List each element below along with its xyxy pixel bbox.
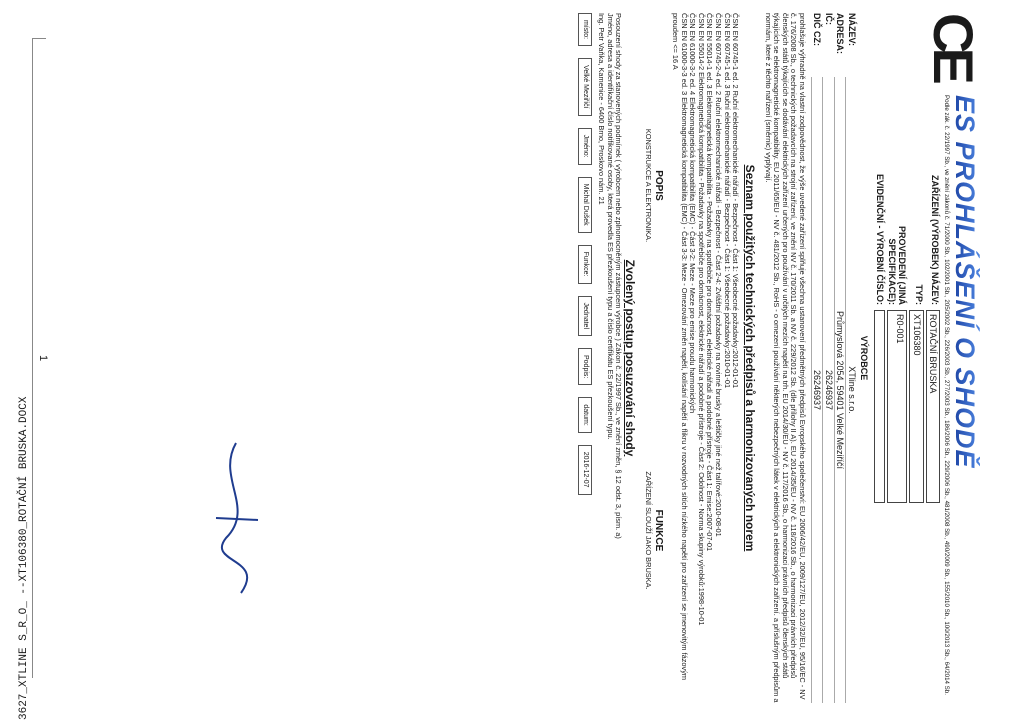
manufacturer-address-row [834, 13, 845, 703]
address-label: ADRESA: [835, 13, 846, 55]
place-value: Velké Meziříčí [578, 58, 592, 116]
declaration-document [91, 13, 985, 703]
column-popis: POPIS [652, 170, 664, 201]
dic-value: 26246937 [811, 77, 822, 703]
description-table-row [643, 13, 652, 703]
scanned-sheet [86, 8, 986, 708]
type-label: TYP: [913, 284, 924, 305]
date-value: 2016-12-07 [578, 445, 592, 495]
ce-mark: CE [922, 13, 985, 79]
handwritten-signature [196, 438, 276, 598]
manufacturer-heading: VÝROBCE [859, 335, 870, 381]
ic-label: IČ: [823, 13, 834, 25]
type-value: XT106380 [909, 310, 923, 503]
page-number: 1 [37, 354, 50, 362]
type-row [909, 163, 923, 703]
date-label: datum: [578, 397, 592, 432]
document-title: ES PROHLÁŠENÍ O SHODĚ [950, 95, 980, 469]
conformity-statement: prohlašuje výhradně na vlastní zodpovědnost, že výše uvedené zařízení splňuje všechna ustanovení předmětných předpisů Evropského společenství: EU 2006/42/EU, 2009/127/EU, 2012/32/EU, 95/16/EC - NV č. 176/2008 Sb., o technických požadavcích na strojní zařízení, ve znění NV č. 170/2011 Sb. a NV č. 229/2012 Sb. (dle přílohy II A). EU 2014/35/EU - NV č. 118/2016 Sb., o harmonizaci právních předpisů členských států týkajících se dodávání elektrických zařízení určených pro používání v určitých mezích napětí na trh. EU 2014/30/EU - NV č. 117/2016 Sb., o harmonizaci právních předpisů členských států týkajících se elektromagnetické kompatibility. EU 2011/65/EU - NV č. 481/2012 Sb., RoHS - o omezení používání některých nebezpečných látek v elektrických a elektronických zařízení. a příslušným předpisům a normám, které z těchto nařízení (směrnic) vyplývají. [763, 13, 807, 703]
name-value: XTline s.r.o. [845, 77, 856, 703]
procedure-text: Posouzení shody za stanovených podmínek ( výrobcem nebo zplnomocněným zástupcem výrobce ) Zákon č. 22/1997 Sb., ve znění změn, § 12 odst. 3, písm. a) Jméno, adresa a identifikační číslo notifikované osoby, která provedla ES přezkoušení typu a číslo certifikátu ES přezkoušení typu. Ing. Petr Vaňka, Kamenice - 6400 Brno, Proskovo nám. 21 [597, 13, 624, 539]
manufacturer-name-row [845, 13, 856, 703]
popis-cell: KONSTRUKCE A ELEKTRONIKA. [643, 128, 653, 243]
funkce-cell: ZAŘÍZENÍ SLOUŽÍ JAKO BRUSKA. [643, 471, 653, 590]
standards-list: ČSN EN 60745-1 ed. 2 Ruční elektromechanické nářadí - Bezpečnost - Část 1: Všeobecné požadavky:2012-01-01 ČSN EN 60745-1 ed. 3 Ruční elektromechanické nářadí - Bezpečnost - Část 1: Všeobecné požadavky:2010-01-01 ČSN EN 60745-2-4 ed. 2 Ruční elektromechanické nářadí - Bezpečnost - Část 2-4: Zvláštní požadavky na rovinné brusky a leštičky jiné než talířové:2010-08-01 ČSN EN 55014-1 ed. 3 Elektromagnetická kompatibilita - Požadavky na spotřebiče pro domácnost, elektrické nářadí a podobné přístroje - Část 1: Emise:2007-07-01 ČSN EN 55014-2 Elektromagnetická kompatibilita - Požadavky na spotřebiče pro domácnost, elektrické nářadí a podobné přístroje - Část 2: Odolnost - Norma skupiny výrobků:1998-10-01 ČSN EN 61000-3-2 ed. 4 Elektromagnetická kompatibilita (EMC) - Část 3-2: Meze - Meze pro emise proudu harmonických ČSN EN 61000-3-3 ed. 3 Elektromagnetická kompatibilita (EMC) - Část 3-3: Meze - Omezování změn napětí, kolísání napětí a flikru v rozvodných sítích nízkého napětí pro zařízení se jmenovitým fázovým proudem <= 16 A [671, 13, 741, 681]
footer-filename: 3627_XTLINE S_R_O_ --XT106380_ROTAČNÍ BRUSKA.DOCX [18, 396, 30, 720]
signature-label: Podpis: [578, 348, 592, 385]
signature-block [578, 13, 592, 703]
serial-label: EVIDENČNÍ - VÝROBNÍ ČÍSLO: [874, 173, 885, 305]
product-name-value: ROTAČNÍ BRUSKA [926, 310, 940, 503]
legal-basis: Podle zák. č. 22/1997 Sb., ve znění zákonů č. 71/2000 Sb., 102/2001 Sb., 205/2002 Sb., 226/2003 Sb., 277/2003 Sb., 186/2006 Sb., 229/2006 Sb., 481/2008 Sb., 490/2009 Sb., 155/2010 Sb., 100/2013 Sb., 64/2014 Sb. [943, 95, 950, 695]
serial-row [874, 163, 884, 703]
name-label: NÁZEV: [846, 13, 857, 47]
function-value: Jednatel [578, 296, 592, 336]
name-value-2: Michal Dušek [578, 177, 592, 233]
manufacturer-dic-row [811, 13, 822, 703]
description-table-header [652, 13, 664, 703]
margin-line [32, 38, 33, 678]
designation-value: R0-001 [887, 310, 908, 503]
designation-row [887, 163, 908, 703]
product-name-row [926, 163, 940, 703]
serial-value [874, 310, 884, 503]
manufacturer-ic-row [822, 13, 833, 703]
procedure-heading: Zvolený postup posuzování shody [623, 259, 638, 457]
name-label-2: Jméno: [578, 128, 592, 165]
standards-heading: Seznam použitých technických předpisů a harmonizovaných norem [743, 164, 758, 552]
function-label: Funkce: [578, 245, 592, 284]
designation-label: PROVEDENÍ (JINÁ SPECIFIKACE): [887, 225, 908, 305]
place-label: místo: [578, 13, 592, 46]
margin-tick [32, 38, 46, 39]
ic-value: 26246937 [822, 77, 833, 703]
product-name-label: ZAŘÍZENÍ (VÝROBEK) NÁZEV: [930, 174, 941, 305]
column-funkce: FUNKCE [652, 509, 664, 552]
address-value: Průmyslová 2054, 59401 Velké Meziříčí [834, 77, 845, 703]
dic-label: DIČ CZ: [812, 13, 823, 46]
